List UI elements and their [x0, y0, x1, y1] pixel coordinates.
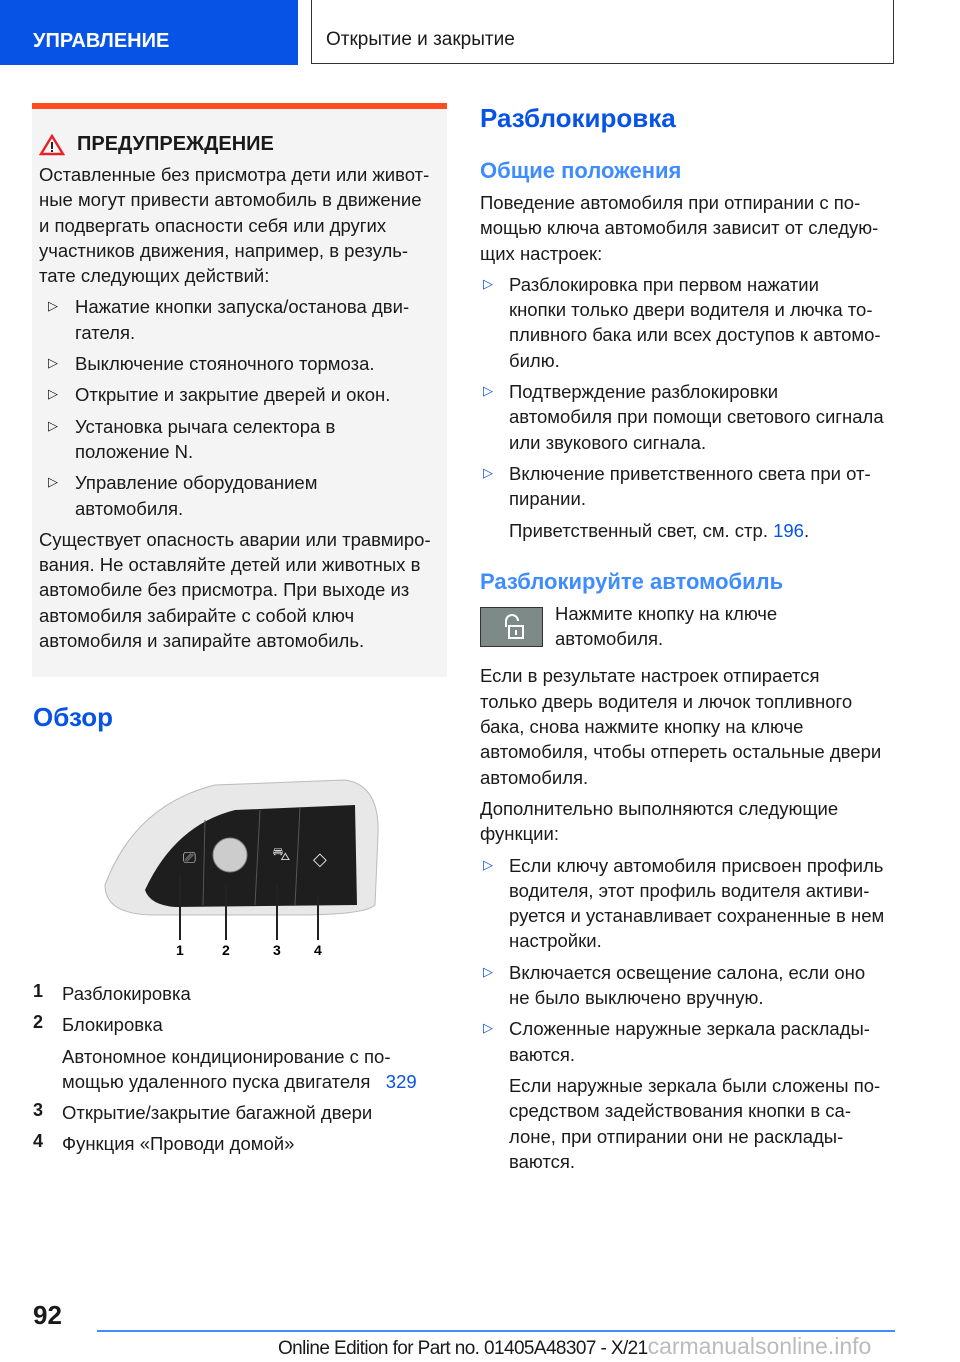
legend-item — [33, 1100, 448, 1125]
bullet-text: Если ключу автомобиля присвоен профиль водителя, этот профиль водителя активи- руется и устанавливает сохраненные в нем настройки. — [509, 854, 885, 952]
bullet-item — [480, 853, 898, 954]
triangle-bullet-icon: ▷ — [48, 474, 58, 490]
legend-item — [33, 981, 448, 1006]
unlock-heading: Разблокировка — [480, 103, 676, 133]
paragraph: Дополнительно выполняются следующие функции: — [480, 797, 839, 845]
callout-1: 1 — [176, 942, 184, 958]
paragraph: Если в результате настроек отпирается только дверь водителя и лючок топливного бака, снова нажмите кнопку на ключе автомобиля, чтобы отпереть остальные двери автомобиля. — [480, 665, 882, 788]
note-text: Приветственный свет, см. стр. — [509, 519, 768, 541]
legend-text — [62, 1012, 163, 1037]
bullet-text: Открытие и закрытие дверей и окон. — [75, 384, 391, 406]
section-tab — [0, 0, 298, 65]
bullet-text: Управление оборудованием автомобиля. — [75, 472, 318, 519]
car-key-illustration — [95, 775, 390, 960]
bullet-item — [39, 294, 440, 345]
legend-label: Открытие/закрытие багажной двери — [62, 1102, 373, 1124]
unlock-car-heading: Разблокируйте автомобиль — [480, 568, 784, 594]
key-instruction: Нажмите кнопку на ключе автомобиля. — [555, 602, 778, 650]
bullet-text: Разблокировка при первом нажатии кнопки только двери водителя и лючка то- пливного бака или всех доступов к автомо- билю. — [509, 273, 881, 371]
bullet-item — [480, 960, 898, 1011]
triangle-bullet-icon: ▷ — [483, 383, 493, 399]
triangle-bullet-icon: ▷ — [48, 298, 58, 314]
legend-text — [62, 981, 191, 1006]
bullet-text: Выключение стояночного тормоза. — [75, 353, 375, 375]
legend-number: 2 — [33, 1012, 44, 1033]
warning-title: ПРЕДУПРЕЖДЕНИЕ — [77, 133, 274, 155]
bullet-item — [39, 382, 440, 407]
triangle-bullet-icon: ▷ — [483, 464, 493, 480]
warning-intro: Оставленные без присмотра дети или живот- ные могут привести автомобиль в движение и подвергать опасности себя или других участников движения, например, в резуль- тате следующих действий: — [39, 164, 430, 287]
bullet-text: Включается освещение салона, если оно не было выключено вручную. — [509, 961, 866, 1009]
footer-rule — [97, 1330, 895, 1332]
welcome-light-note: Приветственный свет, см. стр. 196. — [509, 519, 810, 541]
triangle-bullet-icon: ▷ — [48, 386, 58, 402]
legend-item — [33, 1012, 448, 1037]
warning-triangle-icon — [39, 134, 65, 156]
legend-label: Функция «Проводи домой» — [62, 1133, 295, 1155]
svg-text:◇: ◇ — [313, 849, 327, 869]
section-title: УПРАВЛЕНИЕ — [33, 30, 170, 52]
page-number: 92 — [33, 1300, 62, 1330]
legend-text — [62, 1100, 372, 1125]
triangle-bullet-icon: ▷ — [483, 856, 493, 872]
page-link[interactable]: 329 — [385, 1070, 417, 1092]
bullet-text: Установка рычага селектора в положение N. — [75, 415, 336, 462]
bullet-item — [480, 379, 898, 455]
triangle-bullet-icon: ▷ — [483, 275, 493, 291]
chapter-title: Открытие и закрытие — [326, 29, 515, 50]
legend-number: 4 — [33, 1131, 44, 1152]
bullet-item — [480, 461, 898, 512]
bullet-item — [480, 1016, 898, 1067]
bullet-item — [480, 272, 898, 373]
legend-text — [62, 1044, 417, 1095]
bullet-text: Нажатие кнопки запуска/останова дви- гателя. — [75, 296, 410, 343]
callout-2: 2 — [222, 942, 230, 958]
triangle-bullet-icon: ▷ — [483, 1020, 493, 1036]
legend-text — [62, 1131, 294, 1156]
bullet-item — [39, 470, 440, 521]
paragraph: Поведение автомобиля при отпирании с по- мощью ключа автомобиля зависит от следую- щих настроек: — [480, 192, 879, 264]
legend-item — [33, 1131, 448, 1156]
triangle-bullet-icon: ▷ — [483, 963, 493, 979]
bullet-text: Сложенные наружные зеркала расклады- ваются. — [509, 1018, 870, 1065]
legend-label: Автономное кондиционирование с по- мощью удаленного пуска двигателя — [62, 1045, 391, 1092]
callout-3: 3 — [273, 942, 281, 958]
callout-4: 4 — [314, 942, 322, 958]
edition-text: Online Edition for Part no. 01405A48307 - X/21 — [278, 1338, 648, 1359]
legend-number — [33, 1044, 62, 1095]
mirror-note: Если наружные зеркала были сложены по- средством задействования кнопки в са- лоне, при отпирании они не расклады- ваются. — [509, 1074, 881, 1172]
bullet-text: Подтверждение разблокировки автомобиля при помощи светового сигнала или звукового сигнала. — [509, 381, 884, 453]
legend-number: 1 — [33, 981, 44, 1001]
unlock-button-icon — [480, 607, 543, 647]
warning-outro: Существует опасность аварии или травмиро- вания. Не оставляйте детей или животных в автомобиле без присмотра. При выходе из автомобиля забирайте с собой ключ автомобиля и запирайте автомобиль. — [39, 528, 431, 652]
legend-label: Разблокировка — [62, 983, 191, 1004]
legend-label: Блокировка — [62, 1014, 163, 1036]
watermark: carmanualsonline.info — [647, 1333, 872, 1359]
overview-heading: Обзор — [33, 702, 113, 732]
warning-box — [32, 103, 447, 677]
bullet-item — [39, 414, 440, 465]
svg-text:⎚: ⎚ — [183, 850, 196, 867]
triangle-bullet-icon: ▷ — [48, 417, 58, 433]
bullet-item — [39, 351, 440, 376]
bullet-text: Включение приветственного света при от- пирании. — [509, 462, 871, 510]
legend-number: 3 — [33, 1100, 44, 1121]
page-link[interactable]: 196 — [773, 519, 804, 541]
triangle-bullet-icon: ▷ — [48, 355, 58, 371]
general-heading: Общие положения — [480, 158, 682, 183]
chapter-tab — [311, 0, 894, 64]
svg-text:⛍: ⛍ — [272, 844, 291, 864]
legend-item — [33, 1044, 448, 1095]
